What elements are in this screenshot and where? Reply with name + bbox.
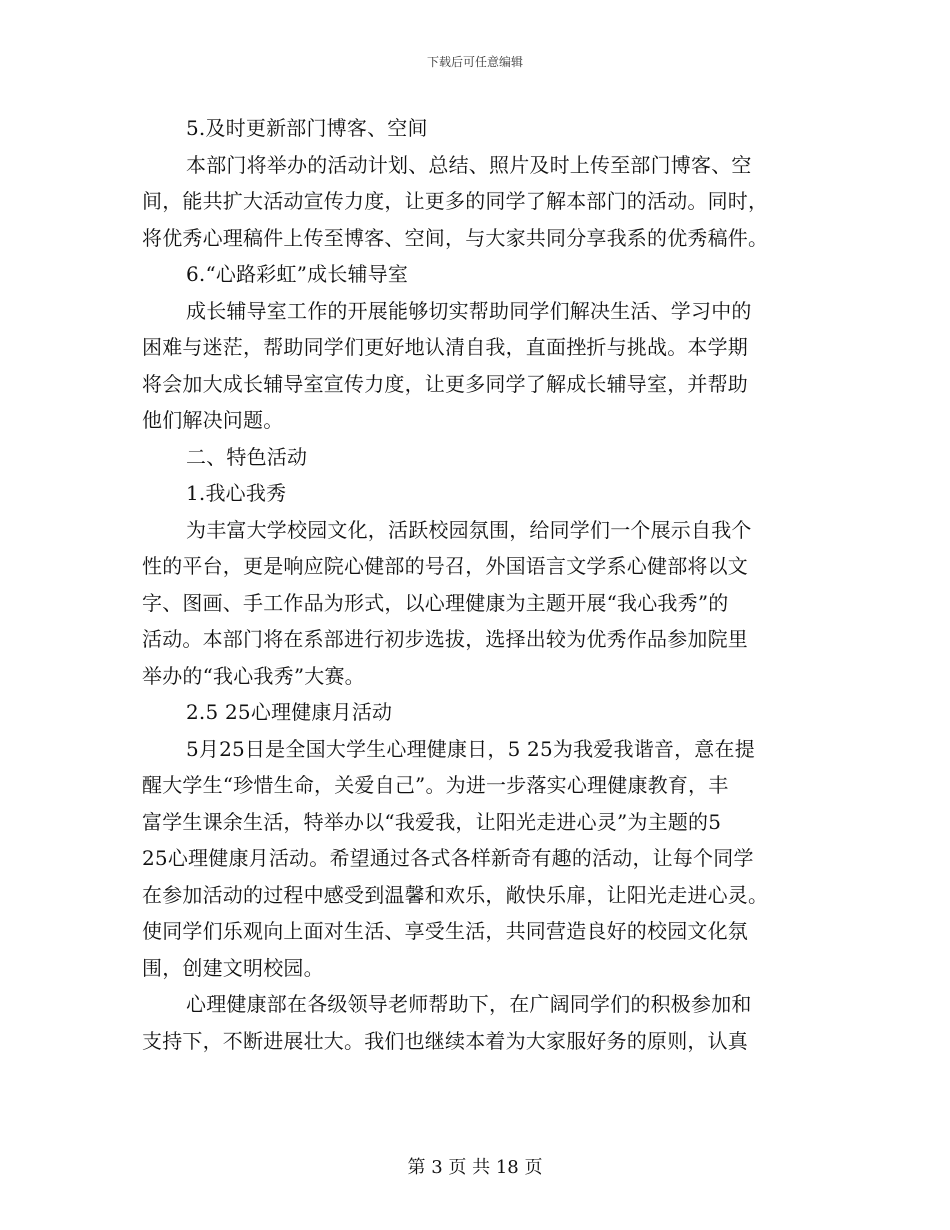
text-line: 5月25日是全国大学生心理健康日，5 25为我爱我谐音，意在提	[186, 736, 755, 761]
header-note: 下载后可任意编辑	[426, 55, 523, 69]
text-line: 使同学们乐观向上面对生活、享受生活，共同营造良好的校园文化氛	[142, 919, 748, 943]
text-line: 25心理健康月活动。希望通过各式各样新奇有趣的活动，让每个同学	[142, 846, 754, 870]
text-line: 在参加活动的过程中感受到温馨和欢乐，敞快乐扉，让阳光走进心灵。	[142, 882, 769, 907]
body-text	[142, 110, 810, 1059]
text-line: 二、特色活动	[186, 444, 308, 469]
text-line: 性的平台，更是响应院心健部的号召，外国语言文学系心健部将以文	[142, 554, 748, 578]
text-line: 5.及时更新部门博客、空间	[186, 116, 428, 140]
text-line: 字、图画、手工作品为形式，以心理健康为主题开展“我心我秀”的	[142, 590, 729, 615]
text-line: 围，创建文明校园。	[142, 955, 324, 980]
text-line: 支持下，不断进展壮大。我们也继续本着为大家服好务的原则，认真	[142, 1028, 748, 1053]
text-line: 本部门将举办的活动计划、总结、照片及时上传至部门博客、空	[186, 152, 752, 177]
text-line: 困难与迷茫，帮助同学们更好地认清自我，直面挫折与挑战。本学期	[142, 335, 748, 359]
text-line: 6.“心路彩虹”成长辅导室	[186, 262, 409, 286]
text-line: 1.我心我秀	[186, 481, 287, 505]
text-line: 间，能共扩大活动宣传力度，让更多的同学了解本部门的活动。同时，	[142, 189, 769, 213]
page-number-footer: 第 3 页 共 18 页	[407, 1157, 543, 1178]
text-line: 活动。本部门将在系部进行初步选拔，选择出较为优秀作品参加院里	[142, 627, 748, 651]
text-line: 将会加大成长辅导室宣传力度，让更多同学了解成长辅导室，并帮助	[142, 371, 748, 396]
text-line: 富学生课余生活，特举办以“我爱我，让阳光走进心灵”为主题的5	[142, 809, 722, 834]
text-line: 举办的“我心我秀”大赛。	[142, 663, 365, 688]
text-line: 他们解决问题。	[142, 408, 284, 432]
text-line: 成长辅导室工作的开展能够切实帮助同学们解决生活、学习中的	[186, 298, 752, 323]
text-line: 为丰富大学校园文化，活跃校园氛围，给同学们一个展示自我个	[186, 517, 752, 542]
text-line: 将优秀心理稿件上传至博客、空间，与大家共同分享我系的优秀稿件。	[142, 225, 769, 250]
text-line: 2.5 25心理健康月活动	[186, 700, 393, 724]
text-line: 醒大学生“珍惜生命，关爱自己”。为进一步落实心理健康教育，丰	[142, 773, 729, 797]
text-line: 心理健康部在各级领导老师帮助下，在广阔同学们的积极参加和	[186, 992, 752, 1016]
